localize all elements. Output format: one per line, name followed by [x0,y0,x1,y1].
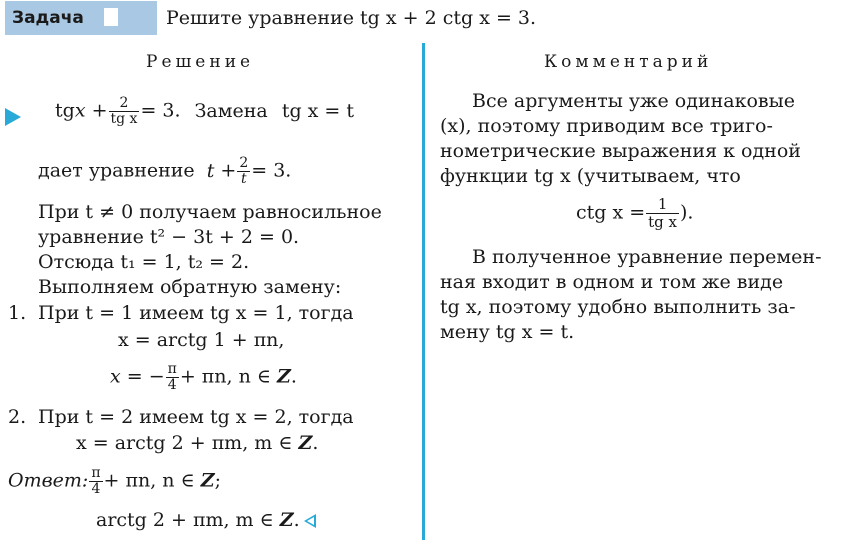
solution-title: Решение [146,52,255,72]
solution-step-3-line2: уравнение t² − 3t + 2 = 0. [38,226,300,248]
answer-line-1: Ответ: $\frac{\pi}{4}$ + πn, n ∈ Z; [8,465,221,497]
case-2-eq: x = arctg 2 + πm, m ∈ Z. [76,432,319,454]
task-label: Задача [12,8,84,28]
solution-step-1: tgx + $\frac{2}{\text{tg x}}$ = 3. Замена tg x = t [55,95,354,127]
case-1-number: 1. [8,302,27,324]
problem-equation: tg x + 2 ctg x = 3. [360,7,537,29]
column-divider [422,43,425,540]
comment-p2-line1: В полученное уравнение перемен- [472,246,822,268]
fraction: $\frac{\pi}{4}$ [167,361,177,393]
solution-step-2: дает уравнение t + $\frac{2}{t}$ = 3. [38,155,292,187]
task-badge-box [104,8,118,26]
case-2-text: При t = 2 имеем tg x = 2, тогда [38,406,354,428]
case-1-text: При t = 1 имеем tg x = 1, тогда [38,302,354,324]
comment-p2-line3: tg x, поэтому удобно выполнить за- [440,296,796,318]
solution-step-4: Отсюда t₁ = 1, t₂ = 2. [38,251,250,273]
answer-line-2: arctg 2 + πm, m ∈ Z. [96,508,316,532]
comment-p1-line3: нометрические выражения к одной [440,140,801,162]
fraction: $\frac{2}{\text{tg x}}$ [110,95,138,127]
end-triangle-icon [304,514,316,528]
answer-label: Ответ: [8,469,89,492]
comment-p2-line2: ная входит в одном и том же виде [440,271,784,293]
comment-formula: ctg x = $\frac{1}{\text{tg x}}$ ). [576,195,694,231]
comment-p1-line1: Все аргументы уже одинаковые [472,90,795,112]
comment-title: Комментарий [544,52,713,72]
problem-statement [166,6,536,30]
case-2-number: 2. [8,406,27,428]
fraction: $\frac{\pi}{4}$ [91,465,101,497]
comment-p2-line4: мену tg x = t. [440,321,575,343]
problem-prefix: Решите уравнение [166,7,354,29]
case-1-eq2: x = − $\frac{\pi}{4}$ + πn, n ∈ Z. [110,361,297,393]
comment-p1-line2: (x), поэтому приводим все триго- [440,115,773,137]
solution-step-5: Выполняем обратную замену: [38,276,342,298]
solution-step-3-line1: При t ≠ 0 получаем равносильное [38,201,382,223]
case-1-eq1: x = arctg 1 + πn, [118,329,285,351]
play-triangle-icon [5,108,21,126]
fraction: $\frac{2}{t}$ [239,155,249,187]
comment-p1-line4: функции tg x (учитываем, что [440,165,741,187]
fraction: $\frac{1}{\text{tg x}}$ [648,195,678,231]
